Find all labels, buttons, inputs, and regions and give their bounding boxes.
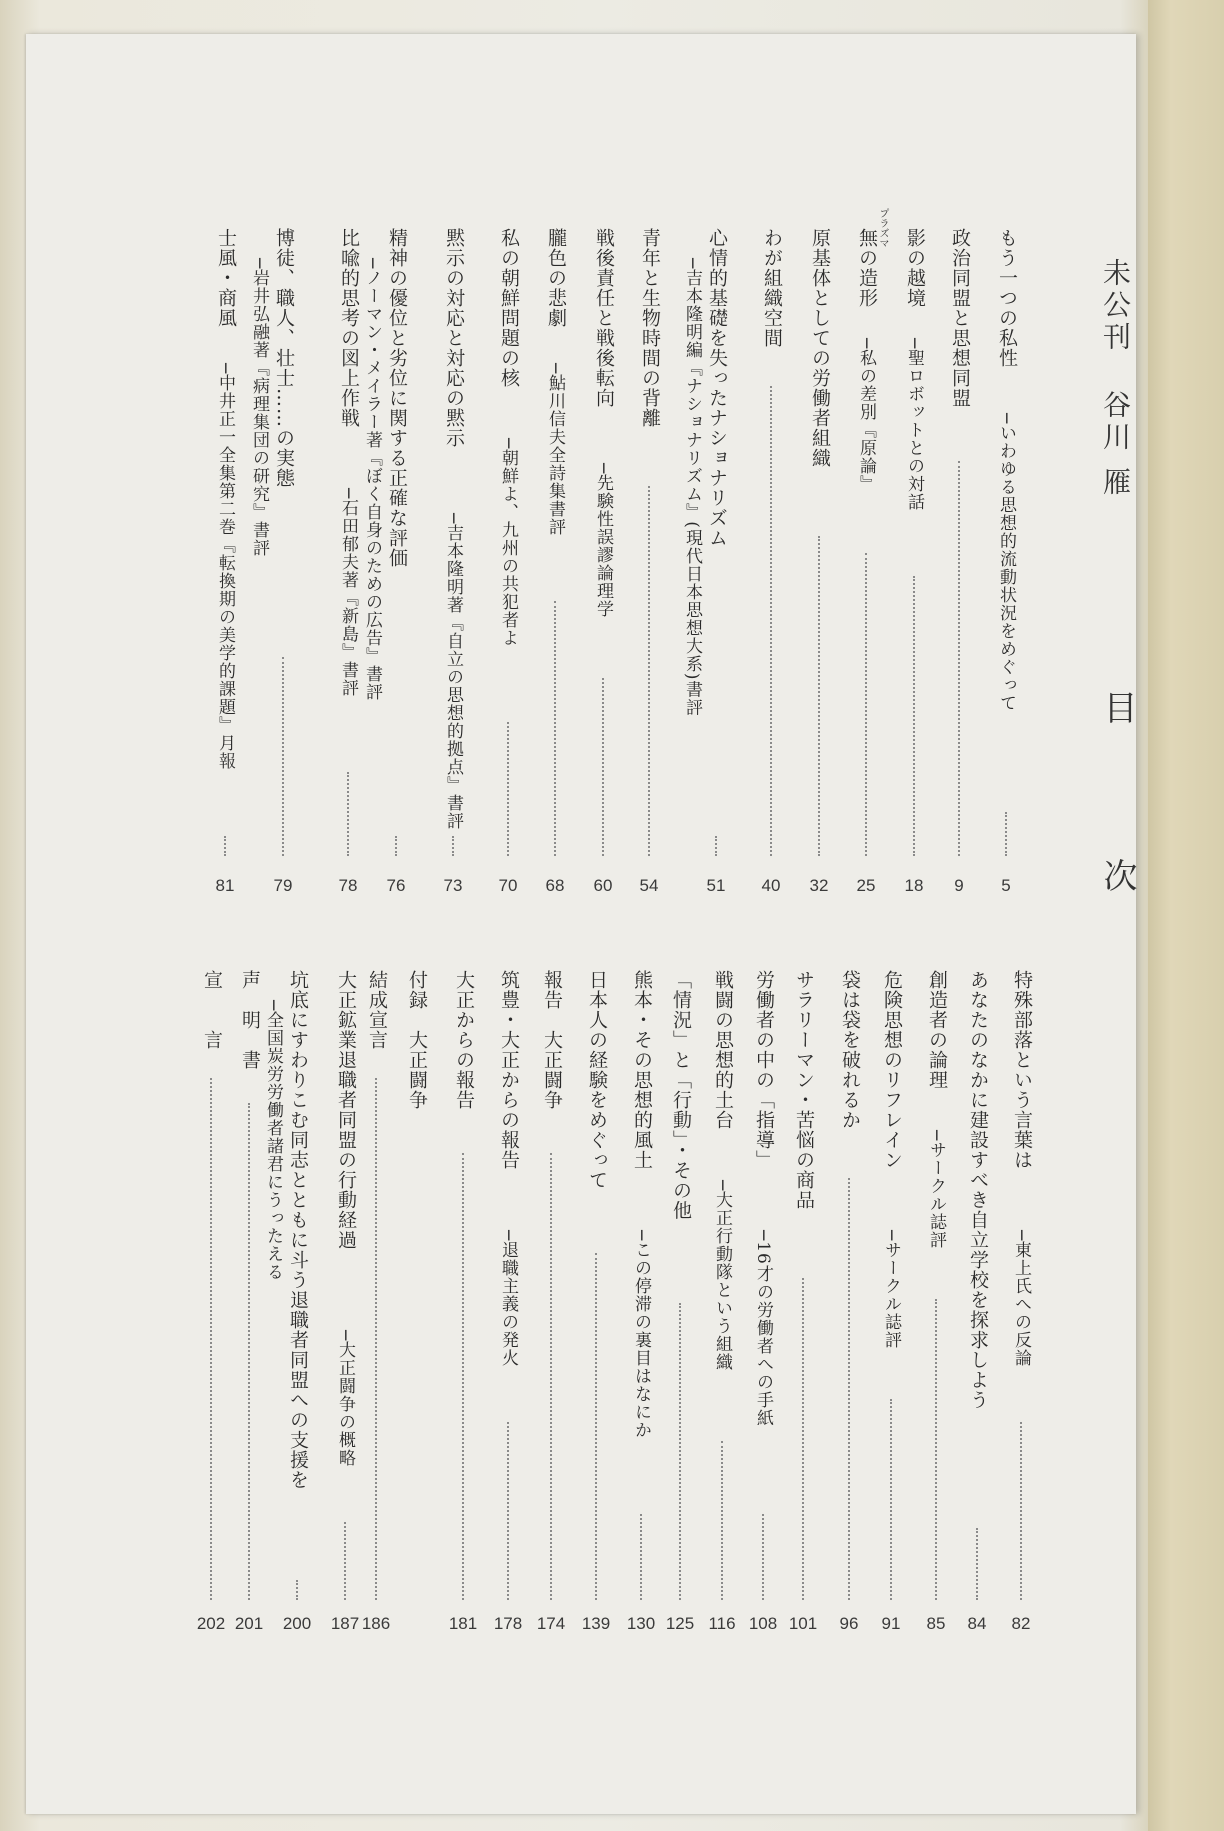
- toc-entry-title: もう一つの私性: [996, 228, 1018, 368]
- toc-page-number: 5: [1001, 876, 1011, 895]
- toc-page-number: 84: [967, 1614, 987, 1633]
- toc-entry-title: あなたのなかに建設すべき自立学校を探求しよう: [967, 970, 989, 1410]
- toc-page-number: 186: [361, 1614, 391, 1633]
- toc-entry-subtitle: ─私の差別『原論』: [856, 338, 876, 494]
- toc-entry-title: 私の朝鮮問題の核: [498, 228, 520, 388]
- toc-page-number: 130: [626, 1614, 656, 1633]
- toc-page-number: 81: [215, 876, 235, 895]
- toc-page-number: 85: [926, 1614, 946, 1633]
- toc-page-number: 70: [498, 876, 518, 895]
- toc-entry-title: 創造者の論理: [926, 970, 948, 1090]
- toc-leader-dots: [507, 722, 509, 856]
- toc-leader-dots: [344, 1522, 346, 1600]
- toc-page-number: 25: [856, 876, 876, 895]
- toc-entry-title: 無の造形: [856, 228, 878, 308]
- toc-entry-title: 坑底にすわりこむ同志とともに斗う退職者同盟への支援を: [287, 970, 309, 1490]
- toc-entry-subtitle: ─16才の労働者への手紙: [753, 1230, 773, 1427]
- toc-entry-title: 付録 大正闘争: [406, 970, 428, 1110]
- toc-page-number: 76: [386, 876, 406, 895]
- toc-page-number: 202: [196, 1614, 226, 1633]
- toc-entry-title: 宣 言: [201, 970, 223, 1050]
- toc-page-number: 178: [493, 1614, 523, 1633]
- toc-entry-subtitle: ─吉本隆明著『自立の思想的拠点』書評: [443, 513, 463, 831]
- toc-entry-title: 黙示の対応と対応の黙示: [443, 228, 465, 448]
- toc-entry-title: 大正からの報告: [453, 970, 475, 1110]
- toc-leader-dots: [595, 1253, 597, 1600]
- toc-entry-subtitle: ─大正闘争の概略: [335, 1330, 355, 1468]
- toc-entry-title: 日本人の経験をめぐって: [586, 970, 608, 1190]
- toc-page-number: 9: [954, 876, 964, 895]
- toc-entry-title: 朧色の悲劇: [545, 228, 567, 328]
- toc-leader-dots: [762, 1514, 764, 1600]
- toc-entry-title: わが組織空間: [761, 228, 783, 348]
- toc-entry-subtitle: ─中井正一全集第二巻『転換期の美学的課題』月報: [215, 363, 235, 771]
- toc-page-number: 108: [748, 1614, 778, 1633]
- toc-leader-dots: [375, 1078, 377, 1600]
- toc-entry-subtitle: ─サークル誌評: [926, 1130, 946, 1250]
- toc-page-number: 181: [448, 1614, 478, 1633]
- toc-page-number: 96: [839, 1614, 859, 1633]
- toc-page-number: 82: [1011, 1614, 1031, 1633]
- toc-entry-subtitle: ─石田郁夫著『新島』書評: [338, 488, 358, 698]
- toc-entry-title: 精神の優位と劣位に関する正確な評価: [386, 228, 408, 568]
- toc-entry-subtitle: ─大正行動隊という組織: [712, 1180, 732, 1372]
- toc-leader-dots: [976, 1528, 978, 1600]
- toc-leader-dots: [1020, 1422, 1022, 1600]
- toc-leader-dots: [395, 836, 397, 856]
- toc-entry-title: 青年と生物時間の背離: [639, 228, 661, 428]
- toc-leader-dots: [462, 1153, 464, 1600]
- toc-page-number: 116: [708, 1614, 736, 1633]
- toc-leader-dots: [210, 1078, 212, 1600]
- toc-entry-subtitle: ─岩井弘融著『病理集団の研究』書評: [249, 258, 269, 558]
- toc-entry-title: 比喩的思考の図上作戦: [338, 228, 360, 428]
- toc-heading-char2: 次: [1097, 858, 1137, 892]
- toc-entry-title: 報告 大正闘争: [541, 970, 563, 1110]
- toc-entry-subtitle: ─全国炭労労働者諸君にうったえる: [263, 1000, 283, 1282]
- toc-entry-title: 心情的基礎を失ったナショナリズム: [706, 228, 728, 548]
- toc-leader-dots: [935, 1299, 937, 1600]
- toc-heading-char1: 目: [1097, 690, 1137, 724]
- toc-entry-title: 博徒、職人、壮士……の実態: [273, 228, 295, 488]
- toc-page-number: 101: [788, 1614, 818, 1633]
- toc-entry-title: 危険思想のリフレイン: [881, 970, 903, 1170]
- toc-page-number: 18: [904, 876, 924, 895]
- toc-page-number: 91: [881, 1614, 901, 1633]
- toc-leader-dots: [715, 836, 717, 856]
- toc-page-number: 125: [665, 1614, 695, 1633]
- toc-entry-subtitle: ─この停滞の裏目はなにか: [631, 1230, 651, 1440]
- toc-entry-title: 特殊部落という言葉は: [1011, 970, 1033, 1170]
- toc-leader-dots: [554, 601, 556, 856]
- toc-entry-subtitle: ─吉本隆明編『ナショナリズム』(現代日本思想大系)書評: [682, 258, 702, 717]
- toc-page-number: 139: [581, 1614, 611, 1633]
- toc-page-number: 174: [536, 1614, 566, 1633]
- toc-leader-dots: [818, 536, 820, 856]
- toc-leader-dots: [248, 1103, 250, 1600]
- toc-entry-title: 原基体としての労働者組織: [809, 228, 831, 468]
- toc-leader-dots: [913, 576, 915, 856]
- toc-leader-dots: [890, 1399, 892, 1600]
- toc-leader-dots: [224, 836, 226, 856]
- toc-entry-title: 士風・商風: [215, 228, 237, 328]
- toc-leader-dots: [347, 772, 349, 856]
- toc-entry-subtitle: ─ノーマン・メイラー著『ぼく自身のための広告』書評: [362, 258, 382, 702]
- toc-leader-dots: [640, 1514, 642, 1600]
- toc-page-number: 73: [443, 876, 463, 895]
- toc-entry-title: 「情況」と「行動」・その他: [670, 970, 692, 1221]
- toc-entry-subtitle: ─東上氏への反論: [1011, 1230, 1031, 1368]
- toc-page-number: 201: [234, 1614, 264, 1633]
- toc-page-number: 200: [282, 1614, 312, 1633]
- toc-entry-subtitle: ─聖ロボットとの対話: [904, 338, 924, 512]
- toc-entry-title: 筑豊・大正からの報告: [498, 970, 520, 1170]
- series-label: 未公刊: [1099, 258, 1132, 354]
- toc-entry-title: 結成宣言: [366, 970, 388, 1050]
- toc-entry-title: 影の越境: [904, 228, 926, 308]
- toc-leader-dots: [282, 657, 284, 856]
- toc-entry-subtitle: ─いわゆる思想的流動状況をめぐって: [996, 413, 1016, 713]
- toc-page-number: 79: [273, 876, 293, 895]
- toc-leader-dots: [679, 1303, 681, 1600]
- toc-entry-title: 熊本・その思想的風土: [631, 970, 653, 1170]
- toc-page-number: 187: [330, 1614, 360, 1633]
- toc-page-number: 60: [593, 876, 613, 895]
- toc-page-number: 32: [809, 876, 829, 895]
- toc-entry-ruby: プラズマ: [877, 208, 888, 248]
- toc-entry-subtitle: ─退職主義の発火: [498, 1230, 518, 1368]
- toc-entry-subtitle: ─朝鮮よ、九州の共犯者よ: [498, 438, 518, 648]
- toc-entry-title: 声 明 書: [239, 970, 261, 1070]
- toc-entry-subtitle: ─先験性誤謬論理学: [593, 463, 613, 619]
- toc-leader-dots: [550, 1153, 552, 1600]
- toc-leader-dots: [770, 386, 772, 856]
- toc-leader-dots: [848, 1178, 850, 1600]
- book-edge: [1148, 0, 1224, 1831]
- toc-page-number: 51: [706, 876, 726, 895]
- toc-leader-dots: [802, 1278, 804, 1600]
- toc-entry-title: 労働者の中の「指導」: [753, 970, 775, 1170]
- toc-page-number: 68: [545, 876, 565, 895]
- toc-entry-title: 大正鉱業退職者同盟の行動経過: [335, 970, 357, 1250]
- toc-page-number: 40: [761, 876, 781, 895]
- toc-leader-dots: [721, 1441, 723, 1600]
- toc-leader-dots: [296, 1580, 298, 1600]
- toc-entry-title: 戦闘の思想的土台: [712, 970, 734, 1130]
- toc-page-number: 54: [639, 876, 659, 895]
- toc-entry-title: サラリーマン・苦悩の商品: [793, 970, 815, 1210]
- toc-leader-dots: [648, 486, 650, 856]
- toc-entry-subtitle: ─鮎川信夫全詩集書評: [545, 363, 565, 537]
- toc-entry-title: 戦後責任と戦後転向: [593, 228, 615, 408]
- toc-entry-subtitle: ─サークル誌評: [881, 1230, 901, 1350]
- toc-leader-dots: [958, 461, 960, 856]
- author-name: 谷川 雁: [1099, 390, 1132, 499]
- toc-entry-title: 政治同盟と思想同盟: [949, 228, 971, 408]
- toc-leader-dots: [507, 1422, 509, 1600]
- toc-leader-dots: [602, 678, 604, 856]
- toc-leader-dots: [1005, 812, 1007, 856]
- toc-leader-dots: [452, 836, 454, 856]
- toc-leader-dots: [865, 553, 867, 856]
- toc-entry-title: 袋は袋を破れるか: [839, 970, 861, 1130]
- toc-page-number: 78: [338, 876, 358, 895]
